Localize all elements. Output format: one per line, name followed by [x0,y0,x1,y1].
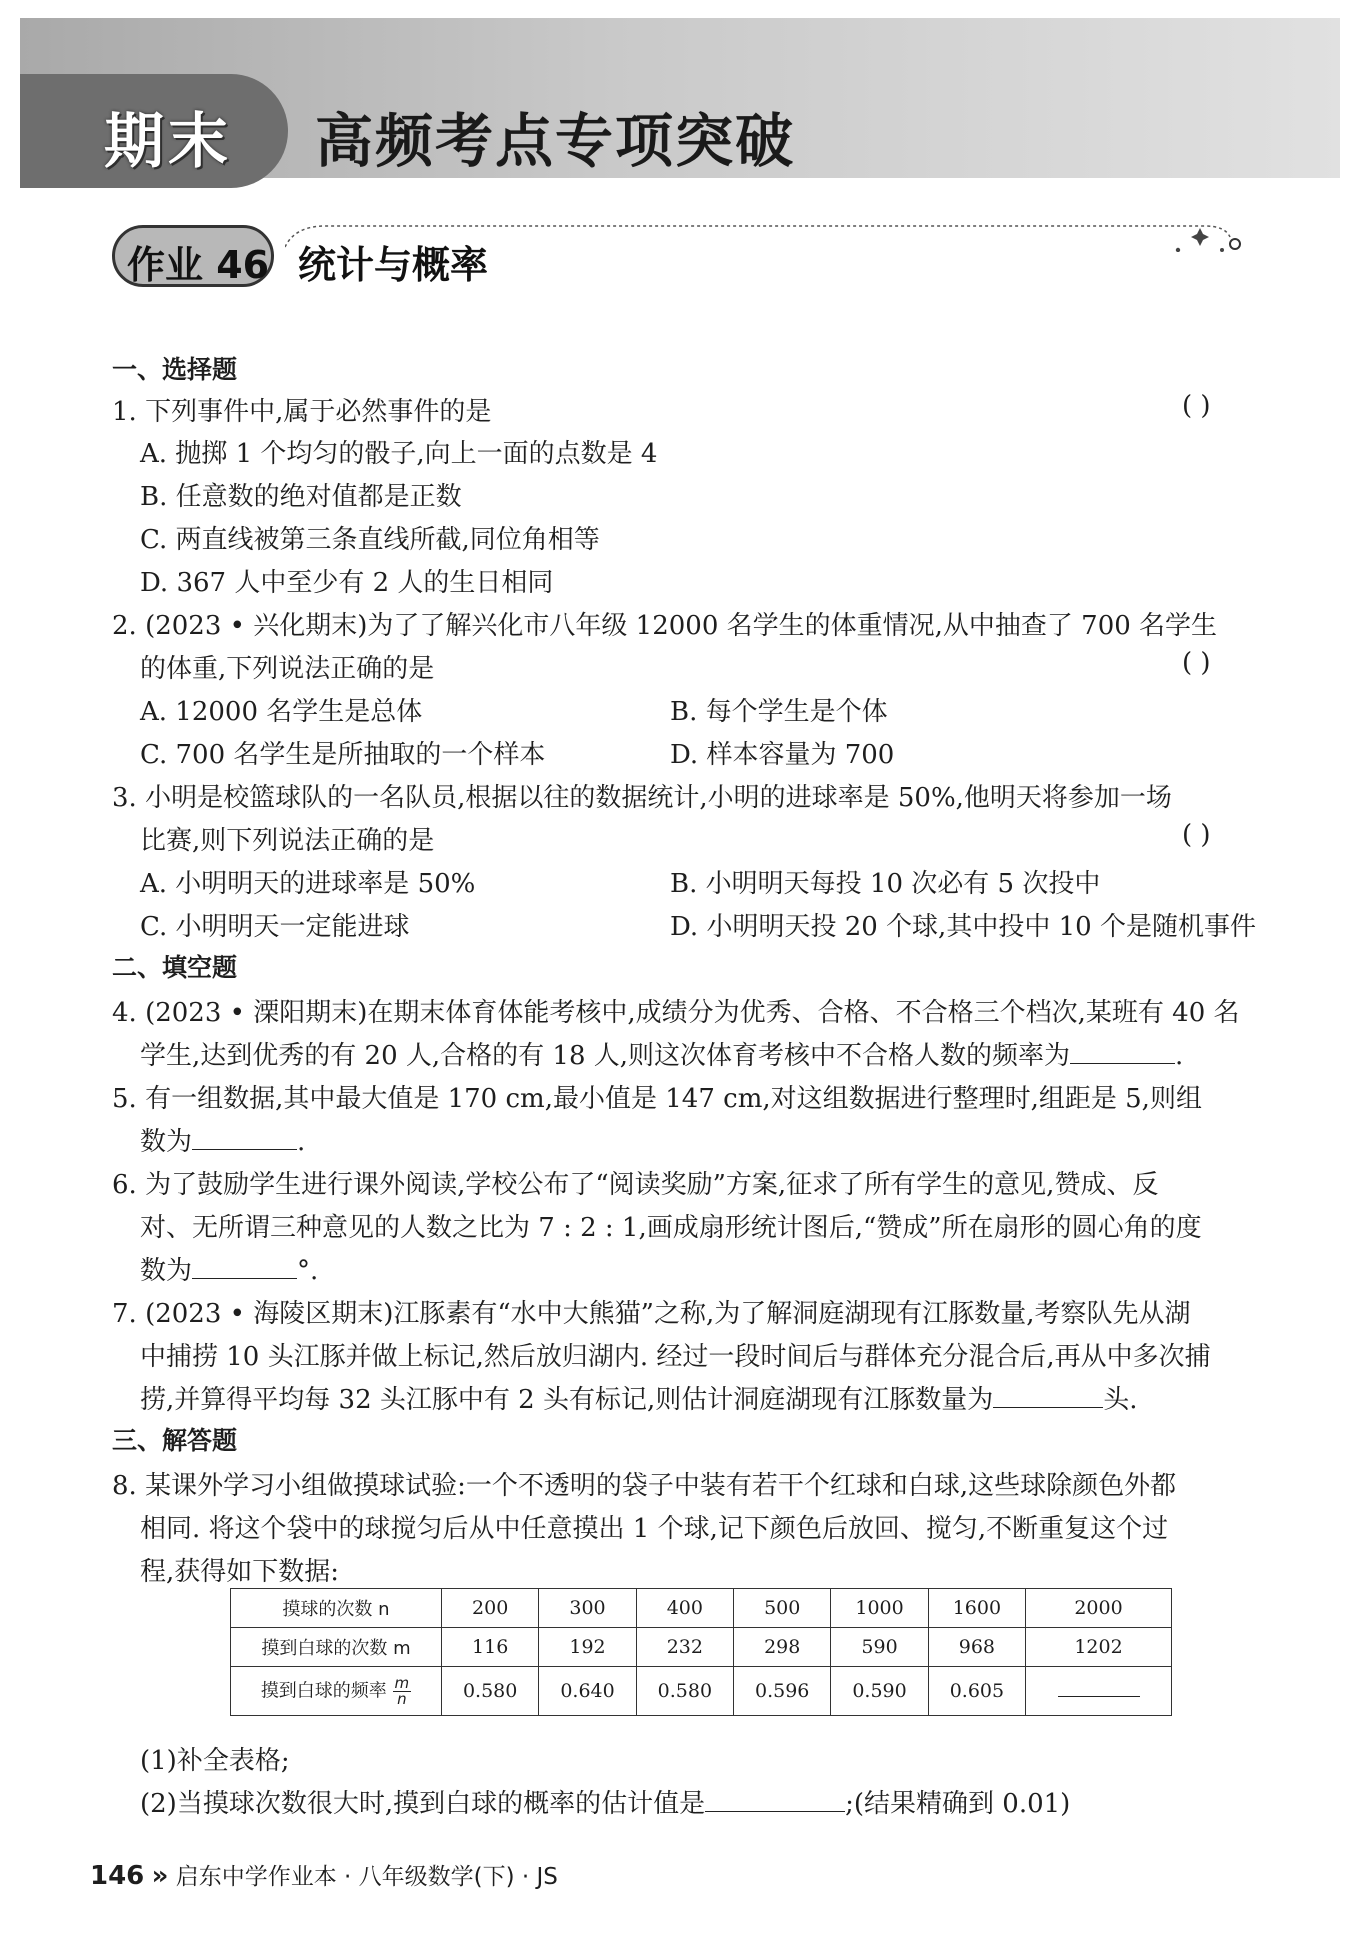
q2-stem-line1: 2. (2023 • 兴化期末)为了了解兴化市八年级 12000 名学生的体重情况,从中抽查了 700 名学生 [112,611,1218,641]
cell-m: 1202 [1026,1628,1172,1667]
q1-option-b: B. 任意数的绝对值都是正数 [140,482,462,512]
q7-line1: 7. (2023 • 海陵区期末)江豚素有“水中大熊猫”之称,为了解洞庭湖现有江豚数量,考察队先从湖 [112,1299,1191,1329]
homework-label: 作业 46 [127,243,270,287]
q3-answer-bracket[interactable]: ( ) [1182,820,1211,850]
fraction-numerator: m [394,1673,410,1692]
cell-n: 400 [636,1589,733,1628]
q4-answer-blank[interactable] [1070,1041,1175,1064]
q2-stem-line2: 的体重,下列说法正确的是 [140,654,435,684]
cell-m: 192 [539,1628,636,1667]
q7-line3 [140,1379,1137,1416]
q6-line2: 对、无所谓三种意见的人数之比为 7 : 2 : 1,画成扇形统计图后,“赞成”所在扇形的圆心角的度 [140,1213,1202,1243]
q5-line1: 5. 有一组数据,其中最大值是 170 cm,最小值是 147 cm,对这组数据进行整理时,组距是 5,则组 [112,1084,1202,1114]
fraction-denominator: n [397,1689,407,1708]
cell-m: 968 [928,1628,1025,1667]
q6-answer-blank[interactable] [192,1256,297,1279]
cell-m: 590 [831,1628,928,1667]
q3-stem-line1: 3. 小明是校篮球队的一名队员,根据以往的数据统计,小明的进球率是 50%,他明天将参加一场 [112,783,1172,813]
fraction-m-over-n [393,1673,412,1708]
table-row-n [231,1589,1172,1628]
homework-topic: 统计与概率 [298,243,489,287]
page-number: 146 [90,1861,145,1891]
cell-frequency: 0.605 [928,1667,1025,1716]
q5-line2-end: . [297,1127,306,1157]
footer-arrow-icon: » [151,1861,169,1891]
header-tag-badge [20,74,288,188]
cell-n: 500 [734,1589,831,1628]
cell-frequency: 0.580 [442,1667,539,1716]
table-row-m [231,1628,1172,1667]
q8-part1: (1)补全表格; [140,1746,290,1776]
q8-part2-end: ;(结果精确到 0.01) [845,1789,1071,1819]
q8-part2 [140,1783,1070,1820]
cell-frequency: 0.580 [636,1667,733,1716]
q4-line2-text: 学生,达到优秀的有 20 人,合格的有 18 人,则这次体育考核中不合格人数的频率为 [140,1041,1071,1071]
q8-line2: 相同. 将这个袋中的球搅匀后从中任意摸出 1 个球,记下颜色后放回、搅匀,不断重复这个过 [140,1514,1169,1544]
q4-line2-end: . [1175,1041,1184,1071]
q2-answer-bracket[interactable]: ( ) [1182,648,1211,678]
q1-option-a: A. 抛掷 1 个均匀的骰子,向上一面的点数是 4 [140,439,658,469]
q2-option-b: B. 每个学生是个体 [670,697,888,727]
header-tag: 期末 [104,107,232,177]
q7-line2: 中捕捞 10 头江豚并做上标记,然后放归湖内. 经过一段时间后与群体充分混合后,再从中多次捕 [140,1342,1211,1372]
q3-option-a: A. 小明明天的进球率是 50% [140,869,476,899]
q8-part2-text: (2)当摸球次数很大时,摸到白球的概率的估计值是 [140,1789,706,1819]
q8-line1: 8. 某课外学习小组做摸球试验:一个不透明的袋子中装有若干个红球和白球,这些球除颜色外都 [112,1471,1177,1501]
q6-line3-end: °. [297,1256,319,1286]
cell-m: 116 [442,1628,539,1667]
row-label-frequency-text: 摸到白球的频率 [260,1680,387,1701]
q2-option-a: A. 12000 名学生是总体 [140,697,423,727]
q5-line2-text: 数为 [140,1127,193,1157]
q3-option-d: D. 小明明天投 20 个球,其中投中 10 个是随机事件 [670,912,1256,942]
q2-option-c: C. 700 名学生是所抽取的一个样本 [140,740,546,770]
q8-line3: 程,获得如下数据: [140,1557,340,1587]
q7-line3-end: 头. [1103,1385,1138,1415]
row-label-n: 摸球的次数 n [231,1589,442,1628]
cell-frequency: 0.590 [831,1667,928,1716]
q5-line2 [140,1121,305,1158]
header-title: 高频考点专项突破 [315,107,796,175]
q6-line3-text: 数为 [140,1256,193,1286]
cell-n: 1000 [831,1589,928,1628]
row-label-m: 摸到白球的次数 m [231,1628,442,1667]
page-footer [90,1858,558,1891]
q3-option-b: B. 小明明天每投 10 次必有 5 次投中 [670,869,1101,899]
q7-answer-blank[interactable] [993,1385,1103,1408]
cell-frequency-blank[interactable] [1026,1667,1172,1716]
cell-n: 2000 [1026,1589,1172,1628]
q1-stem: 1. 下列事件中,属于必然事件的是 [112,397,492,427]
q2-option-d: D. 样本容量为 700 [670,740,895,770]
cell-n: 300 [539,1589,636,1628]
q7-line3-text: 捞,并算得平均每 32 头江豚中有 2 头有标记,则估计洞庭湖现有江豚数量为 [140,1385,994,1415]
frequency-answer-blank[interactable] [1058,1680,1140,1697]
cell-frequency: 0.640 [539,1667,636,1716]
q3-option-c: C. 小明明天一定能进球 [140,912,410,942]
section-title-choice: 一、选择题 [112,355,238,384]
cell-n: 1600 [928,1589,1025,1628]
q1-option-c: C. 两直线被第三条直线所截,同位角相等 [140,525,600,555]
q5-answer-blank[interactable] [192,1127,297,1150]
q1-option-d: D. 367 人中至少有 2 人的生日相同 [140,568,554,598]
row-label-frequency [231,1667,442,1716]
q8-part2-answer-blank[interactable] [705,1789,845,1812]
q3-stem-line2: 比赛,则下列说法正确的是 [140,826,435,856]
q4-line2 [140,1035,1183,1072]
section-title-fill: 二、填空题 [112,953,238,982]
q6-line1: 6. 为了鼓励学生进行课外阅读,学校公布了“阅读奖励”方案,征求了所有学生的意见,赞成、反 [112,1170,1159,1200]
cell-m: 298 [734,1628,831,1667]
q4-line1: 4. (2023 • 溧阳期末)在期末体育体能考核中,成绩分为优秀、合格、不合格三个档次,某班有 40 名 [112,998,1240,1028]
q6-line3 [140,1250,318,1287]
cell-n: 200 [442,1589,539,1628]
cell-m: 232 [636,1628,733,1667]
homework-badge [112,225,274,287]
footer-book-title: 启东中学作业本 · 八年级数学(下) · JS [175,1864,558,1890]
table-row-frequency [231,1667,1172,1716]
header-banner [20,18,1340,178]
cell-frequency: 0.596 [734,1667,831,1716]
q1-answer-bracket[interactable]: ( ) [1182,391,1211,421]
section-title-solve: 三、解答题 [112,1426,238,1455]
ball-experiment-table [230,1588,1172,1716]
